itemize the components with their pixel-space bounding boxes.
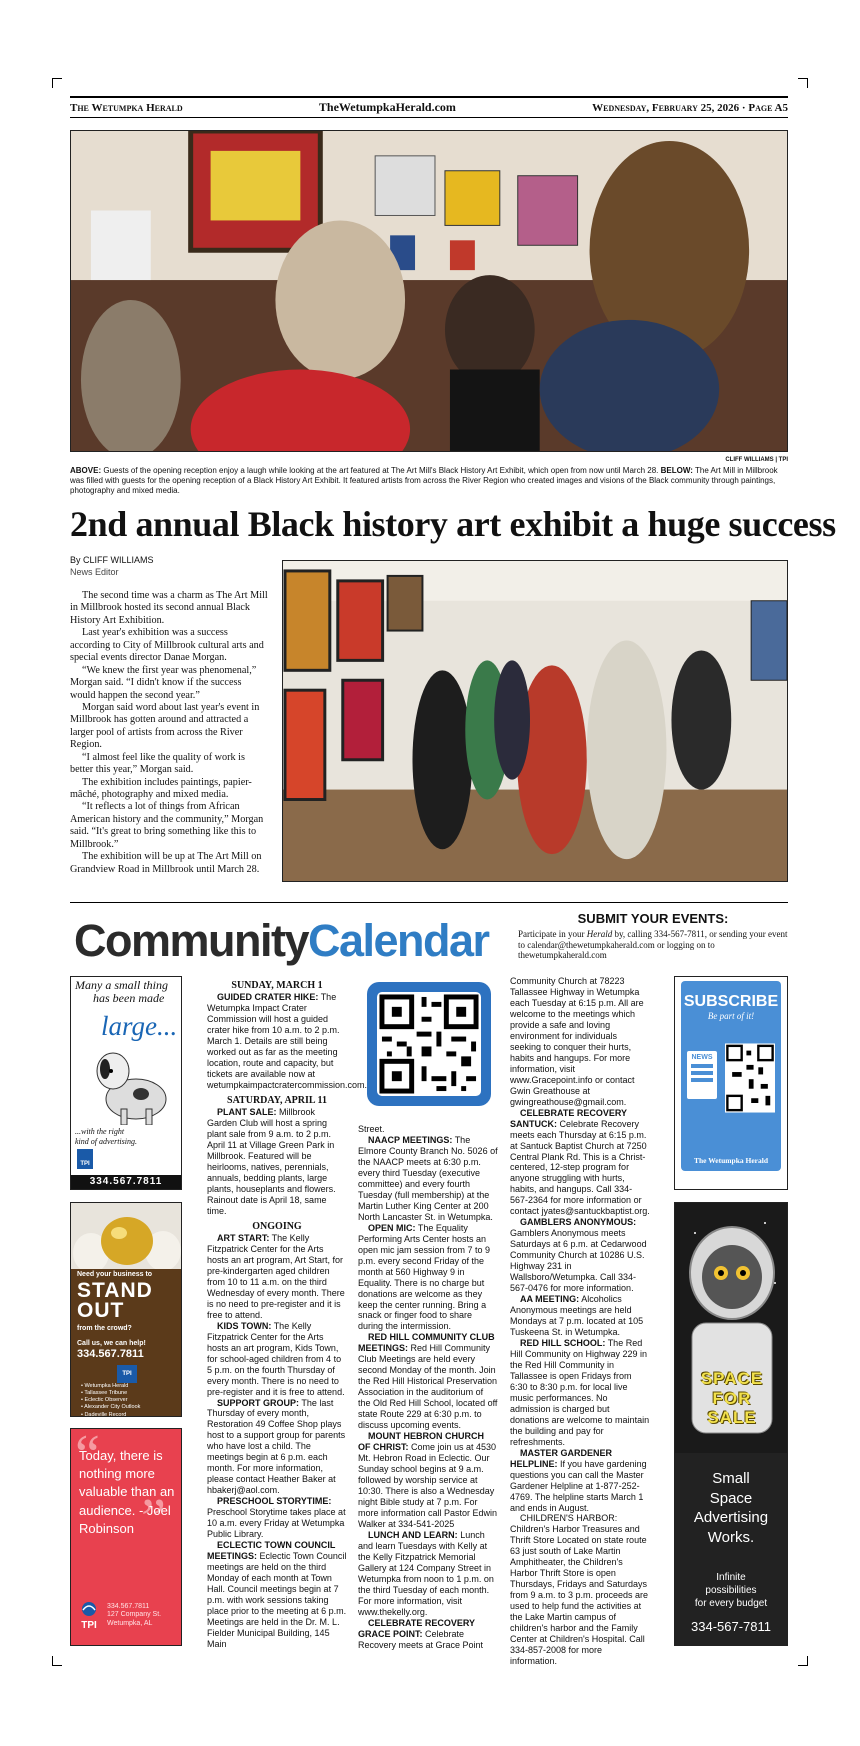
ad-tag1: ...with the right (75, 1127, 125, 1136)
date-heading: SATURDAY, APRIL 11 (227, 1094, 327, 1106)
section-divider (70, 902, 788, 903)
calendar-item-continued: Street. (358, 1124, 385, 1134)
calendar-item (207, 1321, 347, 1398)
space-for-sale-title (679, 1369, 785, 1428)
caption-above-text: Guests of the opening reception enjoy a laugh while looking at the art featured at The Art Mill's Black History Art Exhibit, which open from now until March 28. (103, 466, 659, 475)
logo-community: Community (74, 915, 308, 966)
calendar-item (207, 1107, 347, 1217)
ad-big2: OUT (77, 1298, 125, 1322)
ad-space-for-sale[interactable] (674, 1202, 788, 1646)
story-paragraph: Morgan said word about last year's event in Millbrook has gotten around and attracted a larger pool of artists from across the River Region. (70, 701, 260, 751)
calendar-item (358, 1618, 498, 1651)
item-head: MASTER GARDENER HELPLINE: (510, 1447, 613, 1469)
item-text: The Wetumpka Impact Crater Commission will host a guided crater hike from 10 a.m. to 2 p.m. March 1. Details are still being worked out as far as the meeting location, route and capacity, but tickets are available now at wetumpkaimpactcratercommission.com. (207, 992, 368, 1090)
main-line3: Advertising (693, 1509, 769, 1526)
qr-code-icon (377, 992, 481, 1096)
submit-text-post: by, calling 334-567-7811, or sending your event to calendar@thewetumpkaherald.com or logging on to thewetumpkaherald.com (518, 929, 788, 961)
item-head: ART START: (217, 1232, 270, 1243)
ad-line: Need your business to (77, 1271, 153, 1278)
item-text: The Red Hill Community on Highway 229 in the Red Hill Community in Tallassee is open Fridays from 6:30 to 8:30 p.m. for local live music performances. No admission is charged but donations are welcome to maintain the building and pay for refreshments. (510, 1337, 650, 1447)
item-text: Alcoholics Anonymous meetings are held Mondays at 7 p.m. located at 105 Tuskeena St. in Wetumpka. (510, 1294, 644, 1337)
calendar-item (207, 1496, 347, 1540)
calendar-item (207, 1398, 347, 1497)
ad-line: Call us, we can help! (77, 1340, 146, 1347)
item-text: The last Thursday of every month, Restoration 49 Coffee Shop plays host to a support group for parents who have lost a child. The meetings begin at 6 p.m. each month. For more information, please contact Heather Baker at hbakerj@aol.com. (207, 1397, 346, 1496)
ad-phone: 334.567.7811 (77, 1348, 144, 1360)
calendar-column-3 (510, 976, 650, 1667)
sfs-line2: FOR (712, 1388, 752, 1408)
story-paragraph: The exhibition will be up at The Art Mill on Grandview Road in Millbrook until March 28. (70, 851, 262, 875)
item-text: Come join us at 4530 Mt. Hebron Road in Eclectic. Our Sunday school begins at 9 a.m. followed by worship service at 10:30. There is also a Wednesday night Bible study at 7 p.m. For more information call Pastor Edwin Walker at 334-541-2025 (358, 1442, 498, 1529)
exhibit-reception-photo (70, 130, 788, 452)
folio-website[interactable]: TheWetumpkaHerald.com (318, 100, 456, 114)
sub-line1: Infinite (716, 1572, 746, 1583)
calendar-item (207, 1540, 347, 1650)
tpi-mark-icon (78, 1601, 100, 1617)
subscribe-qr-icon (725, 1043, 775, 1113)
article-headline: 2nd annual Black history art exhibit a huge success (70, 504, 836, 544)
calendar-qr-code[interactable] (367, 982, 491, 1106)
submit-text (518, 929, 788, 961)
paper-item: • Wetumpka Herald (81, 1383, 129, 1389)
tpi-logo-text: TPI (81, 1620, 97, 1631)
item-text: Celebrate Recovery meets each Thursday at 6:15 p.m. at Santuck Baptist Church at 7250 Central Plank Rd. This is a Christ-centered, 12-step program for anyone struggling with hurts, habits, and hangups. Call 334-567-2364 for more information or contact jyates@santuckbaptist.org. (510, 1118, 650, 1217)
ongoing-heading: ONGOING (252, 1220, 302, 1232)
item-text: The Kelly Fitzpatrick Center for the Arts hosts an art program, Kids Town, for school-aged children from 4 to 5 p.m. on the fourth Thursday of every month. There is no need to pre-register and it is free to attend. (207, 1320, 345, 1397)
calendar-item (358, 1530, 498, 1618)
ad-large-word: large... (101, 1011, 178, 1041)
caption-below-label: BELOW: (660, 466, 693, 475)
main-line1: Small (712, 1470, 750, 1487)
tpi-logo (77, 1601, 101, 1631)
news-label: NEWS (691, 1054, 713, 1061)
paper-item: • Dadeville Record (81, 1411, 127, 1417)
item-head: CELEBRATE RECOVERY GRACE POINT: (358, 1617, 475, 1639)
subscribe-subtitle: Be part of it! (707, 1011, 755, 1021)
page-folio (70, 96, 788, 118)
photo-caption (70, 466, 788, 496)
subscribe-title: SUBSCRIBE (683, 993, 779, 1010)
ad-line (75, 979, 168, 1004)
calendar-item (207, 992, 368, 1091)
calendar-column-1 (207, 976, 368, 1650)
story-paragraph: Last year's exhibition was a success according to City of Millbrook cultural arts and special events director Danae Morgan. (70, 627, 264, 664)
item-head: KIDS TOWN: (217, 1320, 272, 1331)
calendar-item (358, 1431, 498, 1530)
dog-icon (91, 1049, 171, 1125)
calendar-item (510, 1338, 650, 1448)
item-head: SUPPORT GROUP: (217, 1397, 300, 1408)
main-line4: Works. (707, 1528, 755, 1546)
calendar-item (510, 1217, 650, 1294)
item-head: RED HILL COMMUNITY CLUB MEETINGS: (358, 1332, 495, 1354)
ad-address-1: 127 Company St. (107, 1611, 162, 1619)
ad-tagline (75, 1127, 137, 1146)
story-paragraph: “I almost feel like the quality of work is better this year,” Morgan said. (70, 751, 245, 776)
story-paragraph: “We knew the first year was phenomenal,” Morgan said. “I didn't know if the success would happen the second year.” (70, 664, 257, 701)
item-text: If you have gardening questions you can call the Master Gardener Helpline at 1-877-252-4769. The helpline starts March 1 and ends in August. (510, 1458, 647, 1513)
quote-close-icon: ” (141, 1488, 166, 1550)
ad-phone: 334.567.7811 (107, 1603, 150, 1610)
photo-credit: CLIFF WILLIAMS | TPI (725, 457, 788, 463)
item-head: AA MEETING: (520, 1294, 580, 1305)
item-text: Lunch and learn Tuesdays with Kelly at the Kelly Fitzpatrick Memorial Gallery at 124 Company Street in Wetumpka from noon to 1 p.m. on the third Tuesday of each month. For more information, visit www.thekelly.org. (358, 1529, 494, 1617)
crop-mark-top-right (798, 78, 808, 88)
calendar-item (510, 1108, 650, 1218)
gold-eggs-icon (71, 1203, 182, 1269)
space-main-text (675, 1469, 787, 1547)
calendar-item (358, 1332, 498, 1431)
item-head: CELEBRATE RECOVERY SANTUCK: (510, 1107, 627, 1129)
caption-below-text: The Art Mill in Millbrook was filled with guests for the opening reception of a Black History Art Exhibit. It featured artists from across the River Region who created images and visions of the Black community through paintings, photography and mixed media. (70, 466, 778, 495)
article-byline (70, 555, 154, 578)
ad-audience-quote[interactable] (70, 1428, 182, 1646)
item-head: GAMBLERS ANONYMOUS: (520, 1217, 637, 1228)
paper-item: • Eclectic Observer (81, 1397, 128, 1404)
item-head: MOUNT HEBRON CHURCH OF CHRIST: (358, 1431, 484, 1453)
item-head: GUIDED CRATER HIKE: (217, 992, 319, 1003)
crop-mark-bottom-left (52, 1656, 62, 1666)
paper-item: • Tallassee Tribune (81, 1390, 128, 1397)
crop-mark-top-left (52, 78, 62, 88)
item-head: PRESCHOOL STORYTIME: (217, 1496, 332, 1507)
item-text: Celebrate Recovery meets at Grace Point (358, 1628, 484, 1650)
item-head: LUNCH AND LEARN: (368, 1529, 458, 1540)
tpi-logo: TPI (117, 1365, 137, 1383)
community-calendar-logo (74, 915, 489, 966)
calendar-item (358, 1135, 498, 1223)
calendar-column-2 (358, 1124, 498, 1651)
calendar-item (358, 1223, 498, 1333)
ad-line2: has been made (93, 990, 165, 1005)
calendar-item-continued: Community Church at 78223 Tallassee Highway in Wetumpka each Tuesday at 6:15 p.m. All are welcome to the meetings which provide a safe and loving environment for individuals seeking to conquer their hurts, habits and hangups. For more information, visit www.Gracepoint.info or contact Gwin Greathouse at gwingreathouse@gmail.com. (510, 976, 644, 1107)
item-text: Preschool Storytime takes place at 10 a.m. every Friday at Wetumpka Public Library. (207, 1507, 346, 1540)
main-line2: Space (709, 1489, 753, 1507)
ad-line1: Many a small thing (75, 978, 168, 992)
sub-line3: for every budget (694, 1598, 768, 1609)
submit-title: SUBMIT YOUR EVENTS: (577, 911, 729, 926)
ad-stand-out[interactable] (70, 1202, 182, 1417)
newspaper-icon (687, 1051, 717, 1099)
caption-above-label: ABOVE: (70, 466, 102, 475)
item-head: ECLECTIC TOWN COUNCIL MEETINGS: (207, 1540, 336, 1562)
ad-big1: STAND (77, 1279, 153, 1302)
ad-subscribe[interactable] (674, 976, 788, 1190)
item-text: Gamblers Anonymous meets Saturdays at 6 p.m. at Cedarwood Community Church at 10286 U.S. Highway 231 in Wallsboro/Wetumpka. Call 334-567-0476 for more information. (510, 1228, 647, 1294)
item-head: OPEN MIC: (368, 1222, 416, 1233)
item-head: RED HILL SCHOOL: (520, 1337, 606, 1348)
ad-phone: 334-567-7811 (691, 1619, 771, 1634)
item-text: Eclectic Town Council meetings are held on the third Monday of each month at Town Hall. Council meetings begin at 7 p.m. with work sessions taking place prior to the meeting at 6 p.m. Meetings are held in the Dr. M. L. Fielder Municipal Building, 145 Main (207, 1551, 347, 1649)
item-text: Red Hill Community Club Meetings are held every second Monday of the month. Join the Red Hill Historical Preservation Association in the auditorium of the Old Red Hill School, located off state Route 229 at 6:30 p.m. to discuss upcoming events. (358, 1343, 498, 1431)
calendar-item: CHILDREN'S HARBOR: Children's Harbor Treasures and Thrift Store Located on state route 63 just south of Lake Martin Amphitheater, the Children's Harbor Thrift Store is open Thursdays, Fridays and Saturdays from 9 a.m. to 3 p.m. proceeds are used to help fund the activities at the Lake Martin campus of children's harbor and the Family Center at Children's Hospital. Call 334-857-2008 for more information. (510, 1513, 649, 1667)
folio-date-page: Wednesday, February 25, 2026 · Page A5 (592, 101, 788, 114)
paper-item: • Alexander City Outlook (81, 1404, 141, 1411)
subscribe-panel (681, 981, 781, 1171)
story-paragraph: “It reflects a lot of things from African American history and the community,” Morgan said. “It's great to bring something like this to Millbrook.” (70, 801, 264, 850)
calendar-item (510, 1448, 650, 1514)
item-text: The Elmore County Branch No. 5026 of the NAACP meets at 6:30 p.m. every third Tuesday (executive committee) and every fourth Tuesday (full membership) at the Martin Luther King Center at 200 North Lancaster St. in Wetumpka. (358, 1134, 498, 1222)
crop-mark-bottom-right (798, 1656, 808, 1666)
date-heading: SUNDAY, MARCH 1 (231, 980, 323, 991)
ad-address-2: Wetumpka, AL (107, 1619, 153, 1627)
ad-line: from the crowd? (77, 1325, 132, 1332)
sfs-line3: SALE (707, 1408, 757, 1428)
sfs-line1: SPACE (700, 1369, 764, 1388)
item-text: Millbrook Garden Club will host a spring plant sale from 9 a.m. to 2 p.m. April 11 at Village Green Park in Millbrook. Featured will be heirlooms, natives, perennials, annuals, bedding plants, large plants, houseplants and flowers. Rainout date is April 18, same time. (207, 1107, 336, 1216)
ad-stand-out-title (77, 1281, 153, 1321)
sub-line2: possibilities (705, 1585, 757, 1596)
submit-text-pre: Participate in your (518, 929, 587, 939)
space-sub-text (675, 1571, 787, 1610)
tpi-logo: TPI (77, 1149, 93, 1169)
ad-paper-list (81, 1383, 140, 1417)
byline-title: News Editor (70, 566, 119, 577)
calendar-item (510, 1294, 650, 1338)
article-body (70, 590, 268, 876)
story-paragraph: The exhibition includes paintings, papier-mâché, photography and mixed media. (70, 776, 252, 800)
submit-events-box (518, 911, 788, 961)
byline-author: By CLIFF WILLIAMS (70, 555, 154, 565)
ad-phone: 334.567.7811 (71, 1175, 181, 1189)
ad-contact (107, 1603, 161, 1628)
ad-tag2: kind of advertising. (75, 1136, 137, 1146)
calendar-item (207, 1233, 347, 1321)
item-text: The Equality Performing Arts Center hosts an open mic jam session from 7 to 9 p.m. every second Friday of the month at 560 Highway 9 in Equality. There is no charge but donations are welcome as they keep the center running. Bring a snack or finger food to share during the intermission. (358, 1222, 491, 1332)
ad-quote-text: Today, there is nothing more valuable than an audience. - Joel Robinson (79, 1448, 175, 1536)
item-head: PLANT SALE: (217, 1107, 277, 1118)
folio-paper-name: The Wetumpka Herald (70, 101, 183, 114)
ad-small-thing-large[interactable] (70, 976, 182, 1190)
story-paragraph: The second time was a charm as The Art Mill in Millbrook hosted its second annual Black History Art Exhibition. (70, 590, 268, 626)
logo-calendar: Calendar (308, 915, 489, 966)
item-head: NAACP MEETINGS: (368, 1134, 453, 1145)
subscribe-brand: The Wetumpka Herald (693, 1156, 769, 1165)
item-text: The Kelly Fitzpatrick Center for the Arts hosts an art program, Art Start, for pre-kindergarten aged children from 10 to 11 a.m. on the third Wednesday of every month. There is no need to pre-register and it is free to attend. (207, 1232, 345, 1320)
gallery-crowd-photo (282, 560, 788, 882)
submit-text-herald: Herald (586, 929, 613, 939)
quote-open-icon: “ (75, 1428, 100, 1486)
